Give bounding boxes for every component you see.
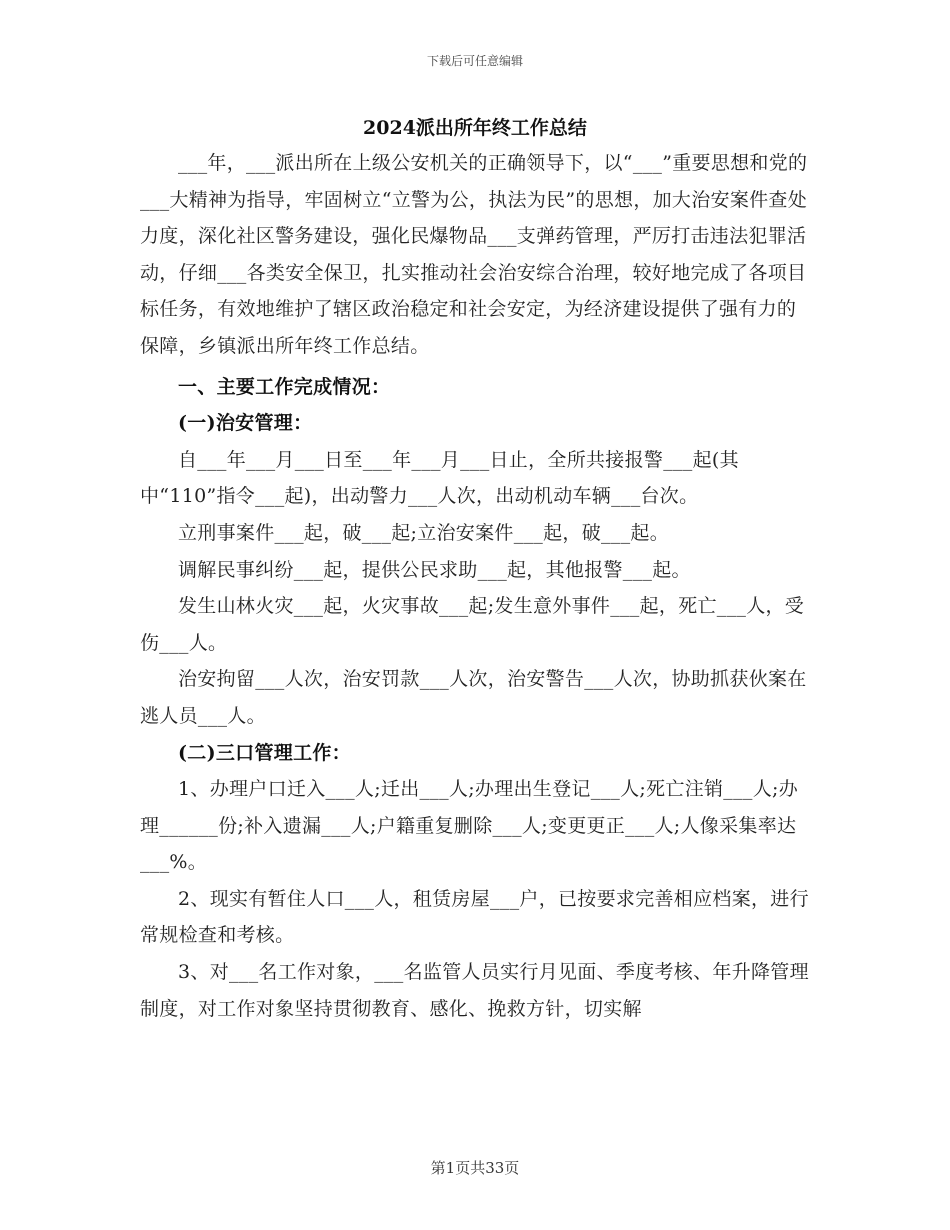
page-number: 第1页共33页 xyxy=(430,1159,520,1177)
subsection-heading-public-security: (一)治安管理： xyxy=(178,412,313,435)
paragraph-alarm-stats: 自___年___月___日至___年___月___日止，全所共接报警___起(其中“110”指令___起)，出动警力___人次，出动机动车辆___台次。 xyxy=(140,448,739,508)
intro-paragraph: ___年，___派出所在上级公安机关的正确领导下，以“___”重要思想和党的___大精神为指导，牢固树立“立警为公，执法为民”的思想，加大治安案件查处力度，深化社区警务建设，强化民爆物品___支弹药管理，严厉打击违法犯罪活动，仔细___各类安全保卫，扎实推动社会治安综合治理，较好地完成了各项目标任务，有效地维护了辖区政治稳定和社会安定，为经济建设提供了强有力的保障，乡镇派出所年终工作总结。 xyxy=(140,152,808,357)
document-body xyxy=(140,145,810,1027)
section-heading-main-work: 一、主要工作完成情况： xyxy=(178,375,391,398)
paragraph-supervision: 3、对___名工作对象，___名监管人员实行月见面、季度考核、年升降管理制度，对工作对象坚持贯彻教育、感化、挽救方针，切实解 xyxy=(140,961,809,1020)
paragraph-civil-disputes: 调解民事纠纷___起，提供公民求助___起，其他报警___起。 xyxy=(178,558,691,581)
subsection-heading-household-management: (二)三口管理工作： xyxy=(178,741,351,764)
paragraph-household-registration: 1、办理户口迁入___人;迁出___人;办理出生登记___人;死亡注销___人;办理______份;补入遗漏___人;户籍重复删除___人;变更更正___人;人像采集率达___%。 xyxy=(140,778,798,874)
paragraph-detentions: 治安拘留___人次，治安罚款___人次，治安警告___人次，协助抓获伙案在逃人员___人。 xyxy=(140,668,807,727)
document-title: 2024派出所年终工作总结 xyxy=(363,117,587,139)
paragraph-temporary-residents: 2、现实有暂住人口___人，租赁房屋___户，已按要求完善相应档案，进行常规检查和考核。 xyxy=(140,887,809,947)
paragraph-fires-accidents: 发生山林火灾___起，火灾事故___起;发生意外事件___起，死亡___人，受伤___人。 xyxy=(140,595,805,654)
paragraph-criminal-cases: 立刑事案件___起，破___起;立治安案件___起，破___起。 xyxy=(178,521,670,544)
page-header-note: 下载后可任意编辑 xyxy=(426,54,523,68)
